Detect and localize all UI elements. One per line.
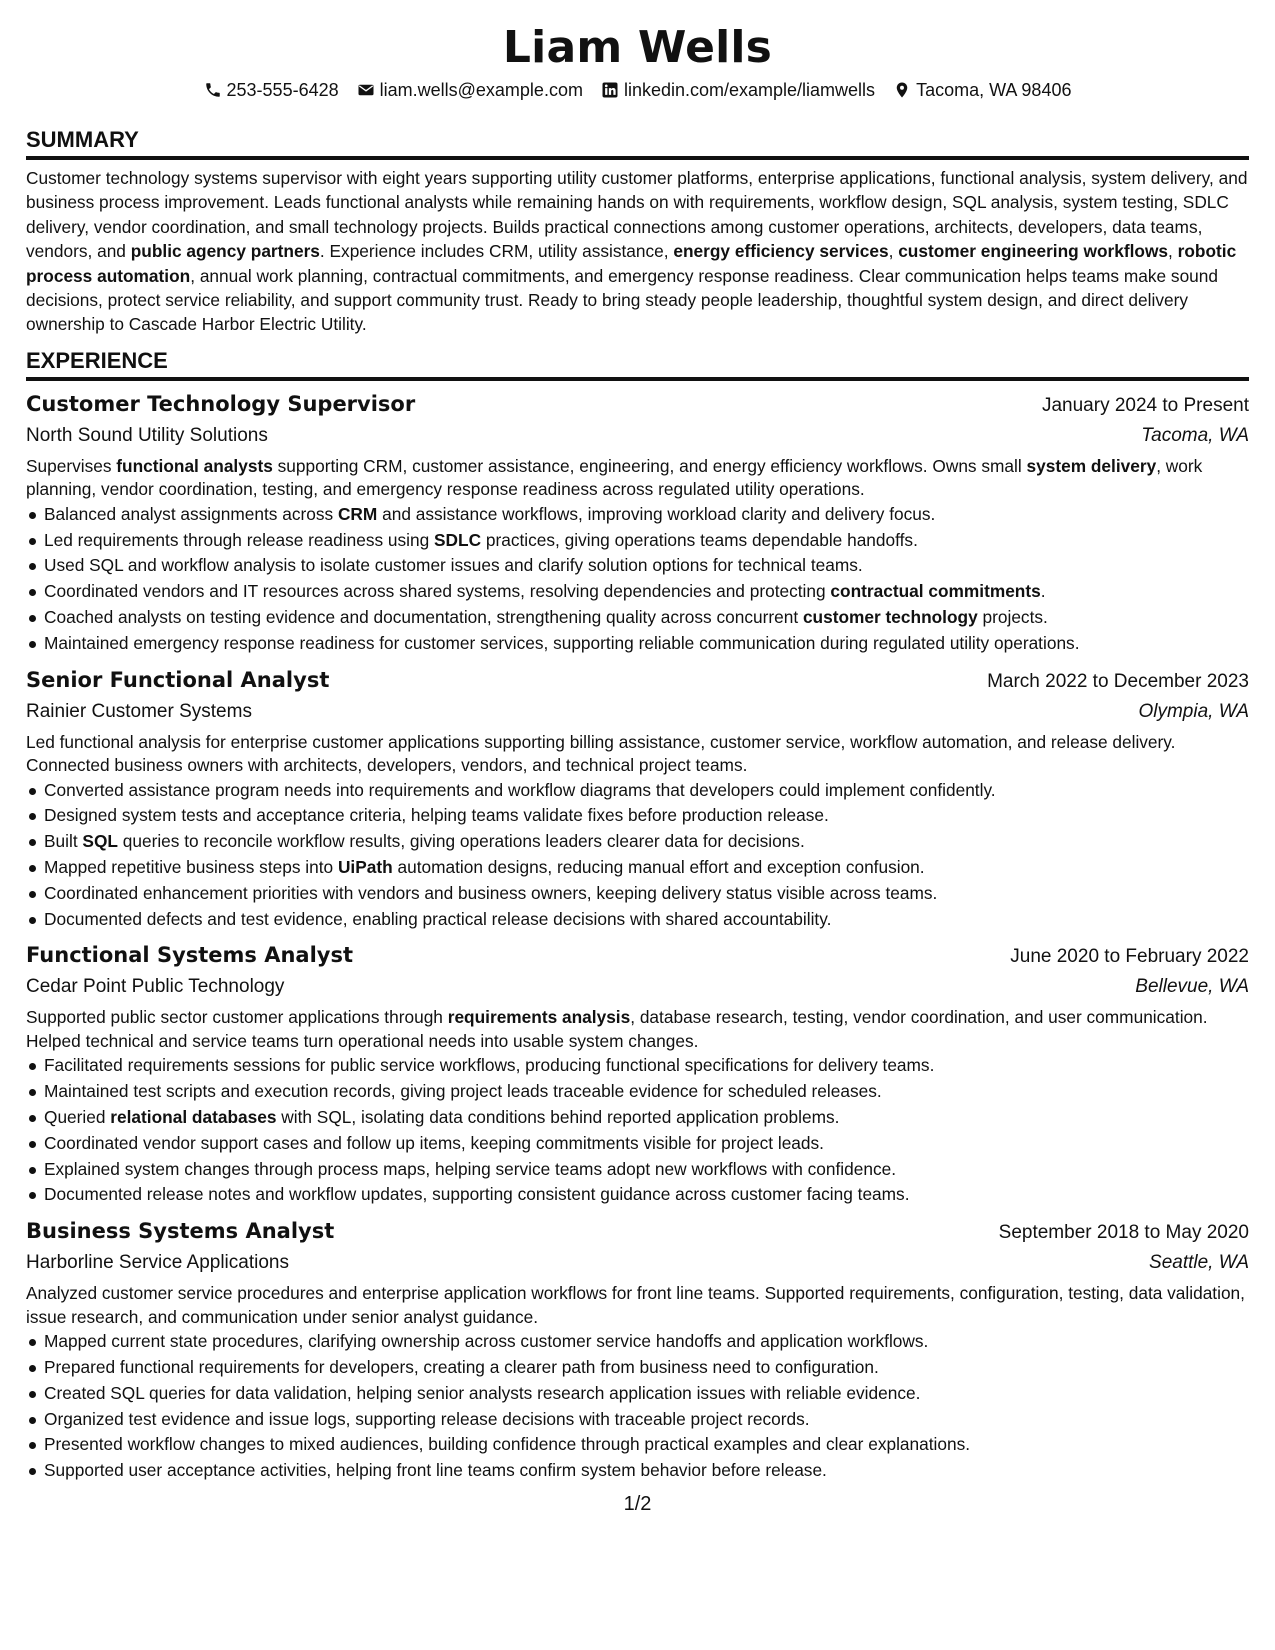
list-item — [26, 829, 1249, 855]
job-header — [26, 389, 1249, 421]
list-item — [26, 778, 1249, 804]
list-item — [26, 1355, 1249, 1381]
text-run: and assistance workflows, improving workload clarity and delivery focus. — [377, 503, 936, 524]
list-item — [26, 1157, 1249, 1183]
emphasis-text: energy efficiency services — [673, 241, 889, 262]
list-item — [26, 1105, 1249, 1131]
linkedin-icon — [601, 81, 619, 99]
emphasis-text: customer technology — [802, 607, 978, 628]
job-header — [26, 1216, 1249, 1248]
job-location: Olympia, WA — [1138, 700, 1249, 722]
emphasis-text: public agency partners — [130, 241, 320, 262]
emphasis-text: customer engineering workflows — [898, 241, 1169, 262]
text-run: . — [1040, 581, 1046, 602]
text-run: , database research, testing, vendor coordination, and user communication. Helped technical and service teams turn operational needs into usable system changes. — [26, 1007, 1208, 1051]
phone-text: 253-555-6428 — [226, 80, 339, 100]
emphasis-text: requirements analysis — [447, 1007, 631, 1028]
job-dates: June 2020 to February 2022 — [1010, 946, 1249, 968]
phone-icon — [204, 81, 222, 99]
email-link[interactable]: liam.wells@example.com — [379, 80, 583, 100]
job-title: Functional Systems Analyst — [26, 943, 354, 968]
text-run: Explained system changes through process maps, helping service teams adopt new workflows with confidence. — [44, 1158, 897, 1179]
text-run: Mapped current state procedures, clarifying ownership across customer service handoffs and application workflows. — [44, 1331, 929, 1352]
job-entry — [26, 1216, 1249, 1484]
emphasis-text: SQL — [82, 831, 118, 852]
job-company: Rainier Customer Systems — [26, 700, 252, 722]
list-item — [26, 528, 1249, 554]
mail-icon — [357, 81, 375, 99]
text-run: Supervises — [26, 455, 117, 476]
text-run: , — [888, 241, 899, 262]
text-run: Used SQL and workflow analysis to isolate customer issues and clarify solution options for technical teams. — [44, 555, 863, 576]
emphasis-text: contractual commitments — [830, 581, 1041, 602]
text-run: automation designs, reducing manual effort and exception confusion. — [392, 857, 925, 878]
job-subheader — [26, 697, 1249, 727]
list-item — [26, 1432, 1249, 1458]
text-run: . Experience includes CRM, utility assistance, — [319, 241, 674, 262]
job-bullets — [26, 502, 1249, 657]
list-item — [26, 1407, 1249, 1433]
text-run: Created SQL queries for data validation, helping senior analysts research application issues with reliable evidence. — [44, 1382, 921, 1403]
job-entry — [26, 389, 1249, 657]
list-item — [26, 579, 1249, 605]
job-bullets — [26, 778, 1249, 933]
emphasis-text: functional analysts — [116, 455, 273, 476]
text-run: Queried — [44, 1107, 111, 1127]
text-run: Built — [44, 831, 83, 852]
text-run: Prepared functional requirements for developers, creating a clearer path from business need to configuration. — [44, 1356, 879, 1377]
job-description — [26, 731, 1249, 778]
job-header — [26, 665, 1249, 697]
text-run: Maintained test scripts and execution records, giving project leads traceable evidence for scheduled releases. — [44, 1081, 882, 1102]
job-company: Harborline Service Applications — [26, 1252, 289, 1274]
map-pin-icon — [893, 81, 911, 99]
job-title: Customer Technology Supervisor — [26, 391, 416, 416]
text-run: Documented defects and test evidence, enabling practical release decisions with shared accountability. — [44, 908, 832, 929]
location-text: Tacoma, WA 98406 — [916, 80, 1072, 100]
text-run: Organized test evidence and issue logs, supporting release decisions with traceable project records. — [44, 1408, 810, 1429]
text-run: Analyzed customer service procedures and enterprise application workflows for front line teams. Supported requirements, configuration, testing, data validation, issue research, and communication under senior analyst guidance. — [26, 1283, 1245, 1327]
contact-location — [893, 78, 1071, 102]
experience-list — [26, 389, 1249, 1484]
text-run: Maintained emergency response readiness for customer services, supporting reliable communication during regulated utility operations. — [44, 632, 1080, 653]
text-run: supporting CRM, customer assistance, engineering, and energy efficiency workflows. Owns small — [272, 455, 1027, 476]
job-description — [26, 1006, 1249, 1053]
summary-heading: SUMMARY — [26, 126, 1249, 160]
job-entry — [26, 940, 1249, 1208]
list-item — [26, 1329, 1249, 1355]
text-run: queries to reconcile workflow results, giving operations leaders clearer data for decisions. — [117, 831, 805, 852]
list-item — [26, 631, 1249, 657]
job-company: Cedar Point Public Technology — [26, 976, 285, 998]
text-run: projects. — [977, 607, 1048, 628]
emphasis-text: system delivery — [1026, 455, 1157, 476]
job-location: Tacoma, WA — [1141, 424, 1249, 446]
resume-page — [26, 0, 1249, 1650]
emphasis-text: UiPath — [337, 857, 393, 878]
text-run: Led requirements through release readiness using — [44, 529, 435, 550]
emphasis-text: relational databases — [110, 1107, 277, 1127]
job-location: Bellevue, WA — [1135, 976, 1249, 998]
text-run: Coordinated vendors and IT resources across shared systems, resolving dependencies and protecting — [44, 581, 831, 602]
text-run: Led functional analysis for enterprise customer applications supporting billing assistance, customer service, workflow automation, and release delivery. Connected business owners with architects, developers, vendors, and technical project teams. — [26, 731, 1176, 776]
contact-phone — [204, 78, 339, 102]
emphasis-text: SDLC — [434, 529, 482, 550]
emphasis-text: robotic process automation — [26, 241, 1237, 286]
job-title: Business Systems Analyst — [26, 1219, 335, 1244]
job-subheader — [26, 421, 1249, 451]
job-description — [26, 1282, 1249, 1329]
text-run: Coordinated enhancement priorities with vendors and business owners, keeping delivery status visible across teams. — [44, 882, 938, 903]
list-item — [26, 803, 1249, 829]
text-run: Designed system tests and acceptance criteria, helping teams validate fixes before production release. — [44, 805, 829, 826]
text-run: Supported user acceptance activities, helping front line teams confirm system behavior before release. — [44, 1460, 827, 1481]
contact-email[interactable] — [357, 78, 583, 102]
experience-heading: EXPERIENCE — [26, 347, 1249, 381]
text-run: Supported public sector customer applications through — [26, 1007, 448, 1028]
contact-linkedin[interactable] — [601, 78, 875, 102]
job-description — [26, 455, 1249, 502]
list-item — [26, 855, 1249, 881]
job-dates: September 2018 to May 2020 — [998, 1222, 1249, 1244]
job-location: Seattle, WA — [1149, 1252, 1249, 1274]
text-run: Mapped repetitive business steps into — [44, 857, 338, 878]
linkedin-link[interactable]: linkedin.com/example/liamwells — [623, 80, 876, 100]
list-item — [26, 907, 1249, 933]
list-item — [26, 502, 1249, 528]
job-title: Senior Functional Analyst — [26, 667, 330, 692]
text-run: Balanced analyst assignments across — [44, 503, 338, 524]
list-item — [26, 1053, 1249, 1079]
text-run: with SQL, isolating data conditions behind reported application problems. — [276, 1107, 840, 1127]
job-entry — [26, 665, 1249, 933]
text-run: , — [1168, 241, 1178, 262]
text-run: Facilitated requirements sessions for public service workflows, producing functional specifications for delivery teams. — [44, 1055, 935, 1076]
contact-line — [26, 78, 1249, 102]
job-bullets — [26, 1329, 1249, 1484]
text-run: Documented release notes and workflow updates, supporting consistent guidance across customer facing teams. — [44, 1184, 910, 1205]
job-bullets — [26, 1053, 1249, 1208]
job-company: North Sound Utility Solutions — [26, 424, 268, 446]
text-run: Coordinated vendor support cases and follow up items, keeping commitments visible for project leads. — [44, 1132, 824, 1153]
candidate-name: Liam Wells — [502, 22, 773, 73]
text-run: Coached analysts on testing evidence and documentation, strengthening quality across concurrent — [44, 607, 803, 628]
text-run: , work planning, vendor coordination, testing, and emergency response readiness across regulated utility operations. — [26, 455, 1203, 500]
job-subheader — [26, 1248, 1249, 1278]
page-number: 1/2 — [623, 1493, 652, 1515]
text-run: Customer technology systems supervisor with eight years supporting utility customer platforms, enterprise applications, functional analysis, system delivery, and business process improvement. Leads functional analysts while remaining hands on with requirements, workflow design, SQL analysis, system testing, SDLC delivery, vendor coordination, and small technology projects. Builds practical connections among customer operations, architects, developers, data teams, vendors, and — [26, 168, 1248, 262]
job-dates: March 2022 to December 2023 — [987, 670, 1249, 692]
list-item — [26, 1458, 1249, 1484]
summary-text — [26, 166, 1249, 337]
job-subheader — [26, 972, 1249, 1002]
text-run: Presented workflow changes to mixed audiences, building confidence through practical examples and clear explanations. — [44, 1434, 971, 1455]
list-item — [26, 605, 1249, 631]
job-dates: January 2024 to Present — [1041, 394, 1249, 416]
list-item — [26, 1182, 1249, 1208]
list-item — [26, 1079, 1249, 1105]
list-item — [26, 1381, 1249, 1407]
list-item — [26, 881, 1249, 907]
list-item — [26, 1131, 1249, 1157]
text-run: practices, giving operations teams dependable handoffs. — [481, 529, 918, 550]
list-item — [26, 553, 1249, 579]
emphasis-text: CRM — [337, 503, 378, 524]
text-run: Converted assistance program needs into requirements and workflow diagrams that developers could implement confidently. — [44, 779, 996, 800]
job-header — [26, 940, 1249, 972]
text-run: , annual work planning, contractual commitments, and emergency response readiness. Clear communication helps teams make sound decisions, protect service reliability, and support community trust. Ready to bring steady people leadership, thoughtful system design, and direct delivery ownership to Cascade Harbor Electric Utility. — [26, 265, 1219, 335]
